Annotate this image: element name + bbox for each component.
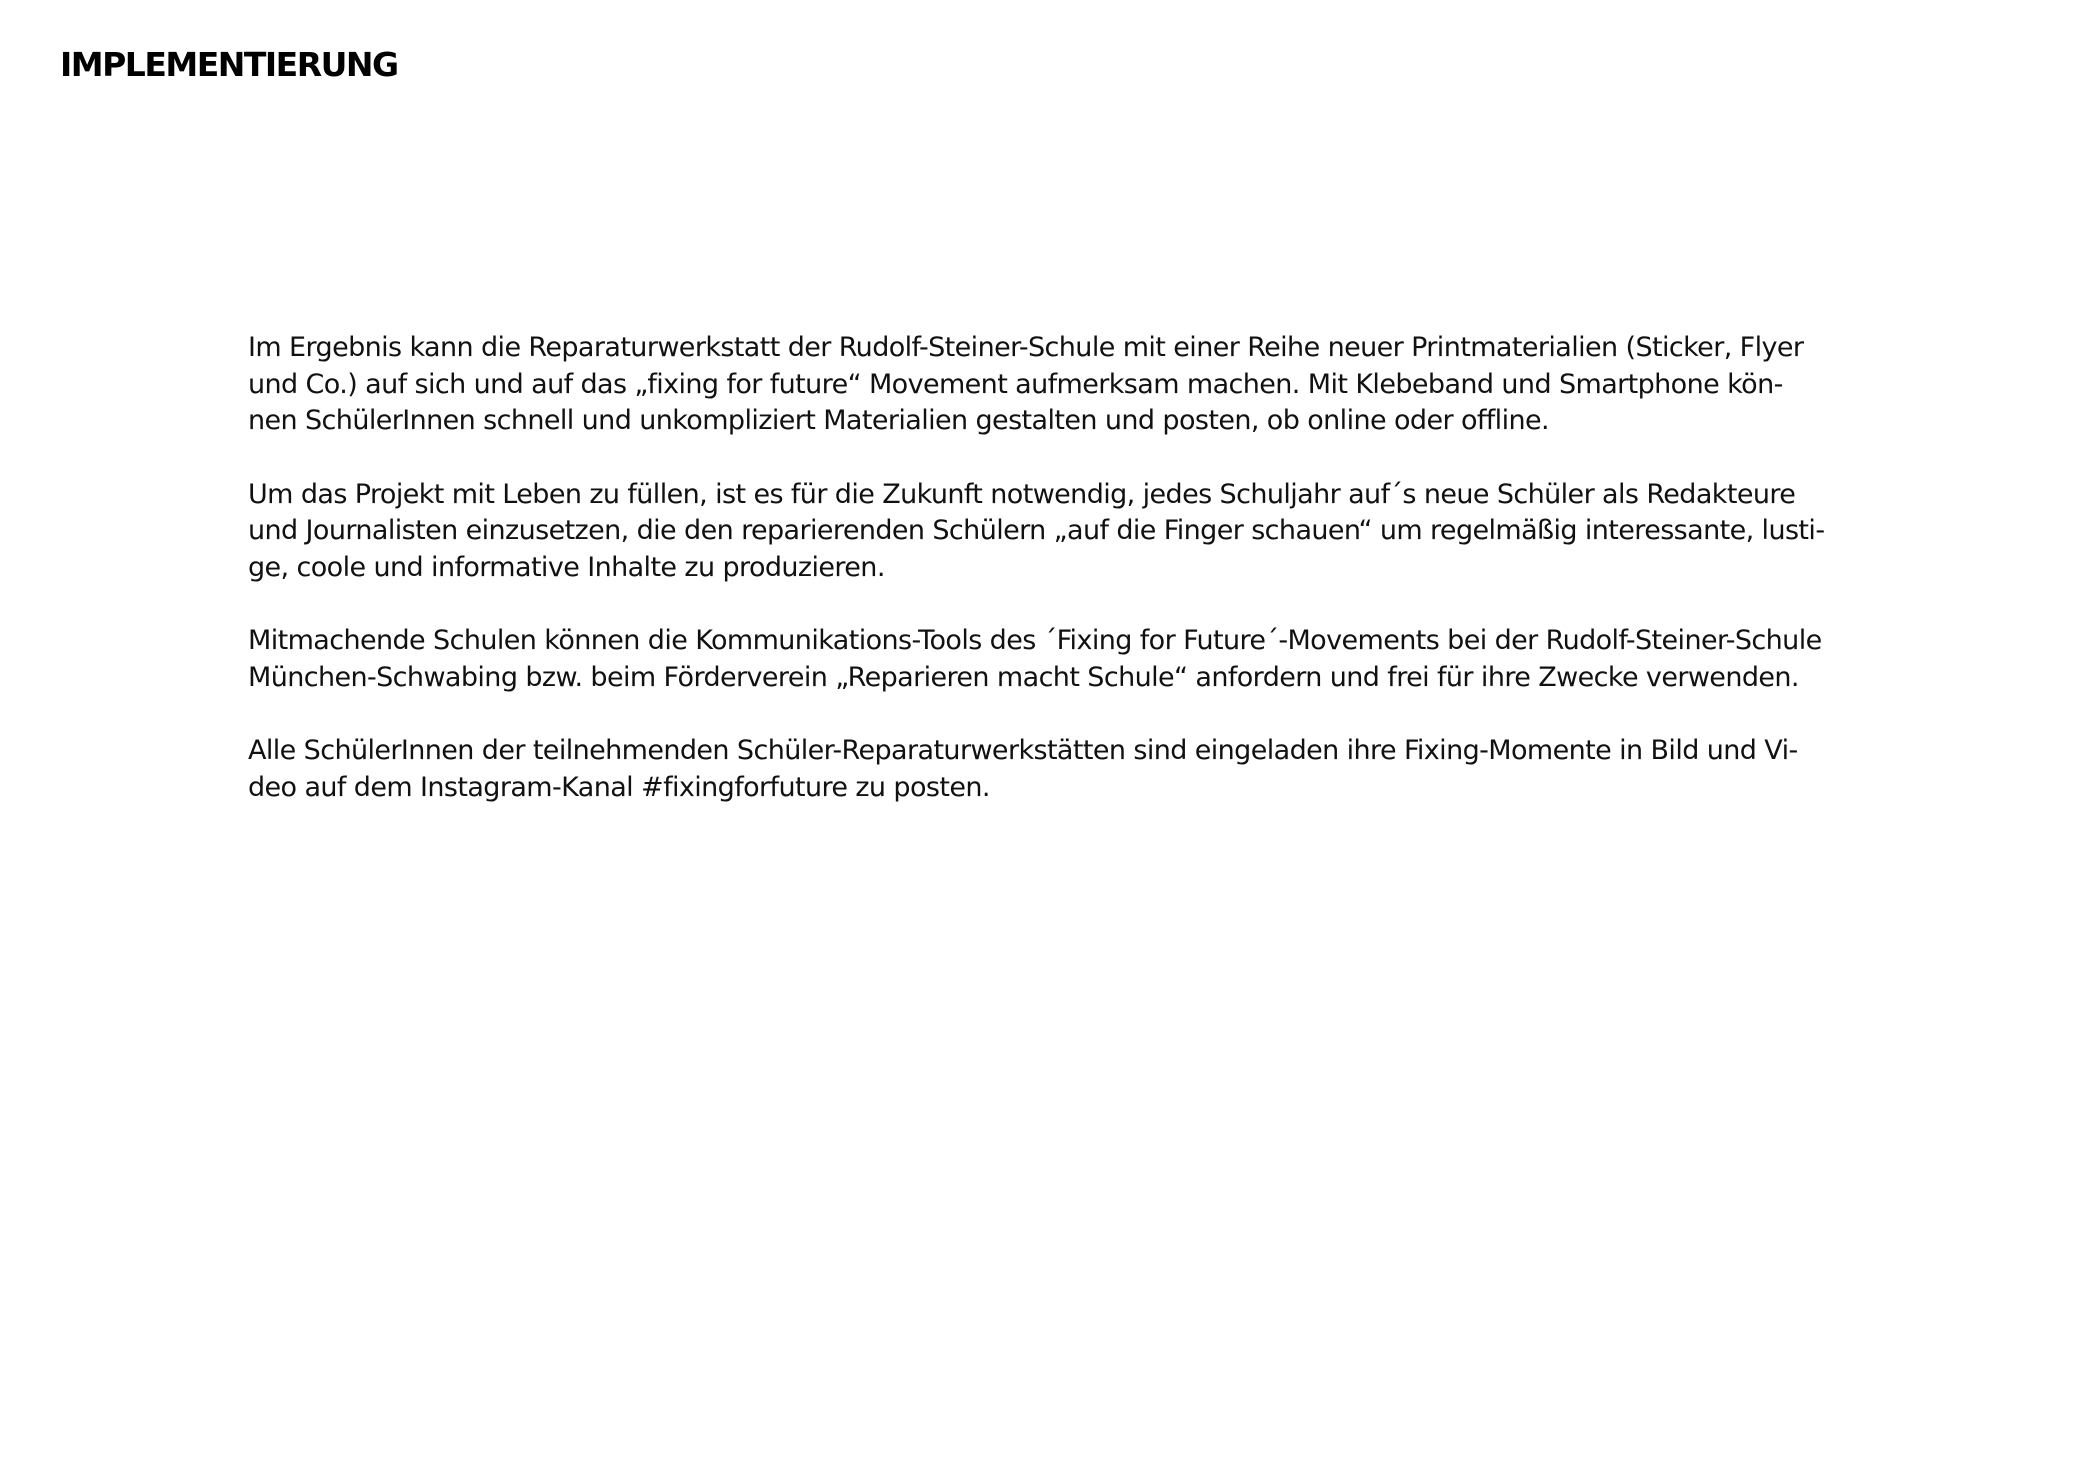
- text-line: Mitmachende Schulen können die Kommunikations-Tools des ´Fixing for Future´-Movements bei der Rudolf-Steiner-Schule: [248, 625, 1822, 656]
- text-line: ge, coole und informative Inhalte zu produzieren.: [248, 551, 885, 583]
- text-line: nen SchülerInnen schnell und unkompliziert Materialien gestalten und posten, ob online oder offline.: [248, 405, 1549, 436]
- text-line: Im Ergebnis kann die Reparaturwerkstatt der Rudolf-Steiner-Schule mit einer Reihe neuer Printmaterialien (Sticker, Flyer: [248, 332, 1804, 363]
- body-text: [248, 330, 1848, 843]
- text-line: München-Schwabing bzw. beim Förderverein „Reparieren macht Schule“ anfordern und frei für ihre Zwecke verwenden.: [248, 661, 1799, 693]
- paragraph-future: [248, 477, 1848, 587]
- text-line: deo auf dem Instagram-Kanal #fixingforfuture zu posten.: [248, 771, 990, 803]
- paragraph-schools: [248, 623, 1848, 696]
- text-line: und Journalisten einzusetzen, die den reparierenden Schülern „auf die Finger schauen“ um regelmäßig interessante, lusti-: [248, 515, 1825, 546]
- paragraph-results: [248, 330, 1848, 440]
- text-line: Alle SchülerInnen der teilnehmenden Schüler-Reparaturwerkstätten sind eingeladen ihre Fixing-Momente in Bild und Vi-: [248, 735, 1798, 766]
- page-title: IMPLEMENTIERUNG: [60, 45, 398, 84]
- text-line: Um das Projekt mit Leben zu füllen, ist es für die Zukunft notwendig, jedes Schuljahr auf´s neue Schüler als Redakteure: [248, 478, 1796, 510]
- paragraph-instagram: [248, 733, 1848, 806]
- text-line: und Co.) auf sich und auf das „fixing for future“ Movement aufmerksam machen. Mit Klebeband und Smartphone kön-: [248, 368, 1783, 400]
